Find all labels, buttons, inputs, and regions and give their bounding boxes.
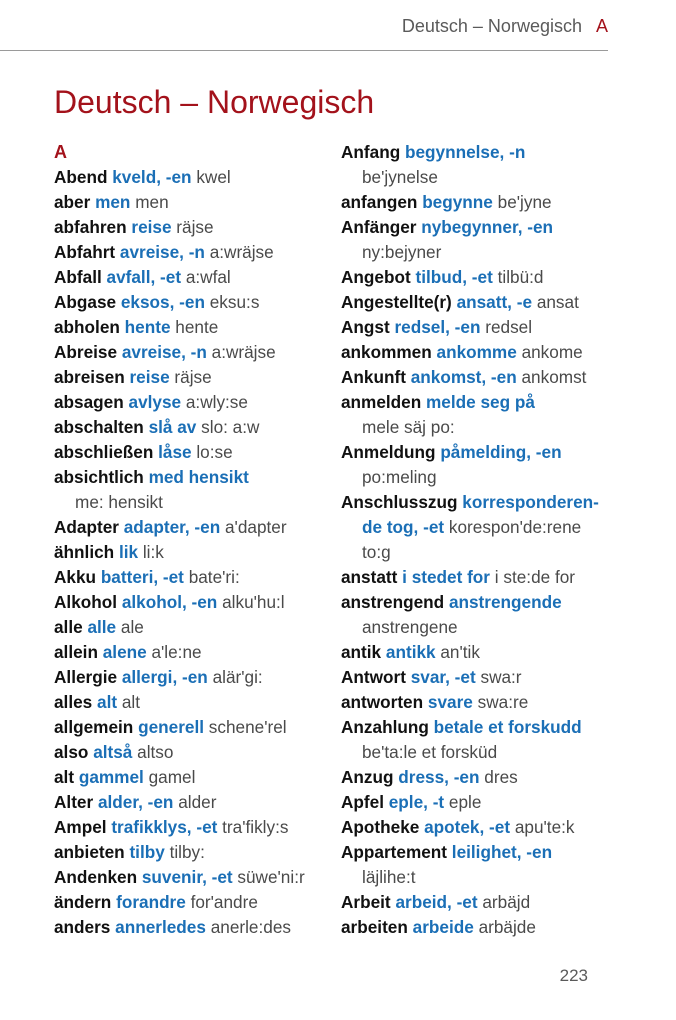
pronunciation: altso bbox=[137, 742, 174, 762]
translation: melde seg på bbox=[426, 392, 535, 412]
translation: svare bbox=[427, 692, 473, 712]
translation: generell bbox=[138, 717, 204, 737]
headword: Anzug bbox=[341, 767, 394, 787]
headword: Anmeldung bbox=[341, 442, 436, 462]
translation: avfall, -et bbox=[106, 267, 182, 287]
translation: ankomst, -en bbox=[410, 367, 517, 387]
headword: Abend bbox=[54, 167, 108, 187]
pronunciation: anstrengene bbox=[362, 617, 458, 637]
dictionary-entry bbox=[341, 290, 641, 315]
headword: Alkohol bbox=[54, 592, 118, 612]
pronunciation: me: hensikt bbox=[75, 492, 163, 512]
headword: Anfänger bbox=[341, 217, 417, 237]
dictionary-entry bbox=[341, 365, 641, 390]
entry-line bbox=[54, 440, 336, 465]
entry-continuation bbox=[341, 165, 641, 190]
headword: Adapter bbox=[54, 517, 119, 537]
translation: dress, -en bbox=[398, 767, 480, 787]
dictionary-entry bbox=[54, 215, 336, 240]
entry-continuation bbox=[54, 490, 336, 515]
pronunciation: alku'hu:l bbox=[222, 592, 285, 612]
pronunciation: tilbü:d bbox=[497, 267, 544, 287]
headword: alle bbox=[54, 617, 83, 637]
entry-line bbox=[54, 790, 336, 815]
header-rule bbox=[0, 50, 608, 51]
headword: Abfahrt bbox=[54, 242, 116, 262]
headword: Apfel bbox=[341, 792, 384, 812]
pronunciation: for'andre bbox=[190, 892, 258, 912]
entry-line bbox=[341, 590, 641, 615]
translation: redsel, -en bbox=[394, 317, 481, 337]
entry-continuation bbox=[341, 515, 641, 540]
translation: påmelding, -en bbox=[440, 442, 562, 462]
dictionary-entry bbox=[54, 465, 336, 515]
right-column bbox=[341, 140, 641, 940]
entry-line bbox=[341, 265, 641, 290]
pronunciation: li:k bbox=[142, 542, 164, 562]
entry-line bbox=[54, 865, 336, 890]
dictionary-entry bbox=[54, 440, 336, 465]
entry-line bbox=[54, 315, 336, 340]
dictionary-entry bbox=[54, 790, 336, 815]
headword: ähnlich bbox=[54, 542, 115, 562]
entry-line bbox=[54, 890, 336, 915]
dictionary-entry bbox=[341, 490, 641, 565]
headword: ändern bbox=[54, 892, 112, 912]
entry-continuation bbox=[341, 865, 641, 890]
headword: Anschlusszug bbox=[341, 492, 458, 512]
translation: forandre bbox=[116, 892, 186, 912]
dictionary-entry bbox=[54, 240, 336, 265]
entry-line bbox=[341, 215, 641, 240]
dictionary-entry bbox=[54, 265, 336, 290]
pronunciation: a:wfal bbox=[185, 267, 231, 287]
dictionary-entry bbox=[54, 390, 336, 415]
headword: Anfang bbox=[341, 142, 401, 162]
entry-line bbox=[54, 340, 336, 365]
pronunciation: alt bbox=[121, 692, 141, 712]
headword: anmelden bbox=[341, 392, 422, 412]
translation: avlyse bbox=[128, 392, 182, 412]
translation: eple, -t bbox=[388, 792, 445, 812]
entry-line bbox=[54, 640, 336, 665]
headword: Ampel bbox=[54, 817, 107, 837]
entry-line bbox=[54, 840, 336, 865]
pronunciation: ny:bejyner bbox=[362, 242, 442, 262]
pronunciation: to:g bbox=[362, 542, 391, 562]
pronunciation: redsel bbox=[485, 317, 533, 337]
section-letter: A bbox=[54, 142, 67, 162]
translation: altså bbox=[93, 742, 133, 762]
entry-line bbox=[54, 390, 336, 415]
page-number: 223 bbox=[559, 966, 588, 985]
entry-line bbox=[341, 690, 641, 715]
translation: anstrengende bbox=[448, 592, 562, 612]
dictionary-entry bbox=[341, 315, 641, 340]
pronunciation: kwel bbox=[196, 167, 231, 187]
translation: ankomme bbox=[436, 342, 517, 362]
translation: reise bbox=[129, 367, 170, 387]
dictionary-entry bbox=[341, 590, 641, 640]
dictionary-entry bbox=[54, 290, 336, 315]
dictionary-entry bbox=[54, 190, 336, 215]
pronunciation: a:wräjse bbox=[209, 242, 274, 262]
pronunciation: gamel bbox=[148, 767, 196, 787]
entry-line bbox=[54, 915, 336, 940]
pronunciation: i ste:de for bbox=[494, 567, 576, 587]
translation: alene bbox=[102, 642, 147, 662]
headword: Angst bbox=[341, 317, 390, 337]
headword: absagen bbox=[54, 392, 124, 412]
dictionary-entry bbox=[54, 415, 336, 440]
dictionary-entry bbox=[54, 640, 336, 665]
translation: slå av bbox=[148, 417, 197, 437]
translation: tilbud, -et bbox=[415, 267, 493, 287]
left-column bbox=[54, 140, 336, 940]
headword: anstrengend bbox=[341, 592, 445, 612]
headword: abholen bbox=[54, 317, 120, 337]
translation: antikk bbox=[385, 642, 436, 662]
pronunciation: süwe'ni:r bbox=[237, 867, 305, 887]
entry-line bbox=[341, 290, 641, 315]
pronunciation: schene'rel bbox=[208, 717, 287, 737]
pronunciation: be'jyne bbox=[497, 192, 552, 212]
entry-line bbox=[54, 415, 336, 440]
headword: Abfall bbox=[54, 267, 102, 287]
page-title: Deutsch – Norwegisch bbox=[54, 84, 375, 120]
translation: alt bbox=[97, 692, 118, 712]
headword: anstatt bbox=[341, 567, 398, 587]
headword: abfahren bbox=[54, 217, 127, 237]
entry-line bbox=[341, 565, 641, 590]
dictionary-entry bbox=[54, 890, 336, 915]
headword: Antwort bbox=[341, 667, 406, 687]
entry-line bbox=[54, 165, 336, 190]
pronunciation: be'jynelse bbox=[362, 167, 438, 187]
headword: Anzahlung bbox=[341, 717, 429, 737]
dictionary-entry bbox=[341, 265, 641, 290]
entry-line bbox=[54, 515, 336, 540]
headword: abschließen bbox=[54, 442, 154, 462]
pronunciation: a:wräjse bbox=[211, 342, 276, 362]
entry-line bbox=[54, 240, 336, 265]
entry-line bbox=[54, 365, 336, 390]
translation: hente bbox=[124, 317, 171, 337]
pronunciation: alder bbox=[178, 792, 217, 812]
pronunciation: ankome bbox=[521, 342, 583, 362]
dictionary-entry bbox=[54, 665, 336, 690]
entry-line bbox=[341, 390, 641, 415]
headword: anders bbox=[54, 917, 111, 937]
headword: arbeiten bbox=[341, 917, 408, 937]
pronunciation: slo: a:w bbox=[201, 417, 260, 437]
pronunciation: swa:r bbox=[480, 667, 522, 687]
translation: apotek, -et bbox=[424, 817, 511, 837]
pronunciation: hente bbox=[175, 317, 219, 337]
headword: Angebot bbox=[341, 267, 411, 287]
headword: Abreise bbox=[54, 342, 118, 362]
translation: med hensikt bbox=[148, 467, 249, 487]
pronunciation: arbäjde bbox=[478, 917, 536, 937]
dictionary-entry bbox=[54, 690, 336, 715]
entry-line bbox=[341, 340, 641, 365]
headword: Appartement bbox=[341, 842, 448, 862]
headword: antik bbox=[341, 642, 382, 662]
translation: annerledes bbox=[115, 917, 206, 937]
pronunciation: eple bbox=[448, 792, 482, 812]
headword: antworten bbox=[341, 692, 424, 712]
headword: alles bbox=[54, 692, 93, 712]
translation: arbeide bbox=[412, 917, 474, 937]
entry-line bbox=[341, 140, 641, 165]
translation: alle bbox=[87, 617, 117, 637]
headword: abschalten bbox=[54, 417, 144, 437]
dictionary-entry bbox=[54, 565, 336, 590]
pronunciation: an'tik bbox=[440, 642, 480, 662]
pronunciation: eksu:s bbox=[209, 292, 260, 312]
headword: aber bbox=[54, 192, 91, 212]
headword: anfangen bbox=[341, 192, 418, 212]
translation: adapter, -en bbox=[123, 517, 221, 537]
entry-line bbox=[341, 790, 641, 815]
entry-line bbox=[54, 615, 336, 640]
pronunciation: lo:se bbox=[196, 442, 233, 462]
translation: tilby bbox=[129, 842, 165, 862]
entry-continuation bbox=[341, 615, 641, 640]
entry-line bbox=[341, 915, 641, 940]
dictionary-entry bbox=[341, 765, 641, 790]
headword: Ankunft bbox=[341, 367, 406, 387]
pronunciation: po:meling bbox=[362, 467, 437, 487]
pronunciation: ankomst bbox=[521, 367, 587, 387]
dictionary-entry bbox=[341, 215, 641, 265]
entry-line bbox=[341, 440, 641, 465]
entry-continuation bbox=[341, 465, 641, 490]
running-header-title: Deutsch – Norwegisch bbox=[401, 16, 582, 36]
entry-line bbox=[54, 215, 336, 240]
translation: reise bbox=[131, 217, 172, 237]
translation: allergi, -en bbox=[121, 667, 208, 687]
entry-line bbox=[341, 715, 641, 740]
running-header bbox=[0, 16, 608, 37]
entry-line bbox=[341, 815, 641, 840]
dictionary-entry bbox=[341, 340, 641, 365]
dictionary-entry bbox=[341, 665, 641, 690]
dictionary-entry bbox=[341, 140, 641, 190]
translation: nybegynner, -en bbox=[421, 217, 554, 237]
headword: Akku bbox=[54, 567, 97, 587]
entry-line bbox=[54, 690, 336, 715]
dictionary-entry bbox=[341, 840, 641, 890]
headword: Alter bbox=[54, 792, 94, 812]
dictionary-entry bbox=[341, 815, 641, 840]
pronunciation: räjse bbox=[174, 367, 212, 387]
entry-continuation bbox=[341, 415, 641, 440]
entry-line bbox=[54, 290, 336, 315]
dictionary-entry bbox=[341, 640, 641, 665]
translation: begynne bbox=[422, 192, 493, 212]
pronunciation: bate'ri: bbox=[188, 567, 240, 587]
translation: leilighet, -en bbox=[451, 842, 553, 862]
dictionary-entry bbox=[54, 540, 336, 565]
dictionary-entry bbox=[341, 390, 641, 440]
pronunciation: arbäjd bbox=[482, 892, 531, 912]
translation: låse bbox=[158, 442, 192, 462]
entry-line bbox=[54, 765, 336, 790]
entry-continuation bbox=[341, 240, 641, 265]
dictionary-entry bbox=[341, 190, 641, 215]
translation: alder, -en bbox=[97, 792, 174, 812]
translation: gammel bbox=[78, 767, 144, 787]
translation: avreise, -n bbox=[121, 342, 207, 362]
entry-line bbox=[54, 540, 336, 565]
headword: also bbox=[54, 742, 89, 762]
entry-line bbox=[54, 265, 336, 290]
running-header-letter: A bbox=[595, 16, 608, 36]
entry-line bbox=[341, 890, 641, 915]
dictionary-entry bbox=[341, 715, 641, 765]
pronunciation: anerle:des bbox=[210, 917, 291, 937]
translation: svar, -et bbox=[410, 667, 476, 687]
dictionary-entry bbox=[54, 740, 336, 765]
translation: kveld, -en bbox=[112, 167, 192, 187]
translation: eksos, -en bbox=[120, 292, 205, 312]
pronunciation: mele säj po: bbox=[362, 417, 455, 437]
headword: Allergie bbox=[54, 667, 118, 687]
headword: Angestellte(r) bbox=[341, 292, 452, 312]
dictionary-entry bbox=[341, 915, 641, 940]
translation: avreise, -n bbox=[119, 242, 205, 262]
pronunciation: be'ta:le et forsküd bbox=[362, 742, 498, 762]
headword: allein bbox=[54, 642, 98, 662]
dictionary-entry bbox=[54, 590, 336, 615]
entry-line bbox=[54, 190, 336, 215]
dictionary-entry bbox=[54, 340, 336, 365]
entry-continuation bbox=[341, 740, 641, 765]
translation: men bbox=[95, 192, 131, 212]
translation: arbeid, -et bbox=[395, 892, 478, 912]
headword: Andenken bbox=[54, 867, 138, 887]
entry-line bbox=[54, 590, 336, 615]
translation: batteri, -et bbox=[100, 567, 184, 587]
translation: lik bbox=[118, 542, 139, 562]
translation: begynnelse, -n bbox=[404, 142, 526, 162]
entry-line bbox=[341, 765, 641, 790]
dictionary-entry bbox=[54, 815, 336, 840]
translation: trafikklys, -et bbox=[111, 817, 218, 837]
entry-line bbox=[54, 740, 336, 765]
pronunciation: läjlihe:t bbox=[362, 867, 416, 887]
pronunciation: tilby: bbox=[169, 842, 205, 862]
translation: i stedet for bbox=[402, 567, 490, 587]
pronunciation: räjse bbox=[176, 217, 214, 237]
translation: korresponderen- bbox=[462, 492, 599, 512]
dictionary-entry bbox=[341, 790, 641, 815]
dictionary-entry bbox=[341, 565, 641, 590]
dictionary-entry bbox=[54, 515, 336, 540]
dictionary-entry bbox=[54, 840, 336, 865]
headword: Apotheke bbox=[341, 817, 420, 837]
dictionary-entry bbox=[341, 690, 641, 715]
pronunciation: alär'gi: bbox=[212, 667, 263, 687]
translation: alkohol, -en bbox=[121, 592, 218, 612]
headword: allgemein bbox=[54, 717, 134, 737]
pronunciation: a'dapter bbox=[225, 517, 287, 537]
translation-continued: de tog, -et bbox=[362, 517, 445, 537]
headword: ankommen bbox=[341, 342, 432, 362]
entry-line bbox=[54, 465, 336, 490]
pronunciation: a'le:ne bbox=[151, 642, 202, 662]
entry-line bbox=[54, 715, 336, 740]
entry-line bbox=[54, 565, 336, 590]
dictionary-entry bbox=[54, 315, 336, 340]
headword: anbieten bbox=[54, 842, 125, 862]
entry-line bbox=[54, 815, 336, 840]
entry-line bbox=[341, 490, 641, 515]
dictionary-entry bbox=[54, 365, 336, 390]
pronunciation: apu'te:k bbox=[514, 817, 575, 837]
entry-line bbox=[341, 665, 641, 690]
pronunciation: swa:re bbox=[477, 692, 529, 712]
entry-continuation bbox=[341, 540, 641, 565]
headword: Arbeit bbox=[341, 892, 391, 912]
headword: alt bbox=[54, 767, 75, 787]
pronunciation: men bbox=[135, 192, 169, 212]
dictionary-entry bbox=[54, 765, 336, 790]
entry-line bbox=[341, 190, 641, 215]
dictionary-entry bbox=[54, 915, 336, 940]
pronunciation: korespon'de:rene bbox=[448, 517, 582, 537]
dictionary-entry bbox=[341, 890, 641, 915]
pronunciation: ansat bbox=[536, 292, 579, 312]
pronunciation: ale bbox=[120, 617, 144, 637]
pronunciation: dres bbox=[484, 767, 518, 787]
entry-line bbox=[341, 365, 641, 390]
dictionary-entry bbox=[54, 865, 336, 890]
dictionary-entry bbox=[54, 615, 336, 640]
pronunciation: a:wly:se bbox=[185, 392, 248, 412]
dictionary-entry bbox=[54, 715, 336, 740]
entry-line bbox=[341, 640, 641, 665]
entry-line bbox=[54, 665, 336, 690]
entry-line bbox=[341, 840, 641, 865]
translation: suvenir, -et bbox=[141, 867, 233, 887]
headword: Abgase bbox=[54, 292, 117, 312]
pronunciation: tra'fikly:s bbox=[222, 817, 289, 837]
dictionary-entry bbox=[341, 440, 641, 490]
dictionary-entry bbox=[54, 165, 336, 190]
entry-line bbox=[341, 315, 641, 340]
headword: absichtlich bbox=[54, 467, 144, 487]
translation: betale et forskudd bbox=[433, 717, 582, 737]
headword: abreisen bbox=[54, 367, 125, 387]
translation: ansatt, -e bbox=[456, 292, 533, 312]
